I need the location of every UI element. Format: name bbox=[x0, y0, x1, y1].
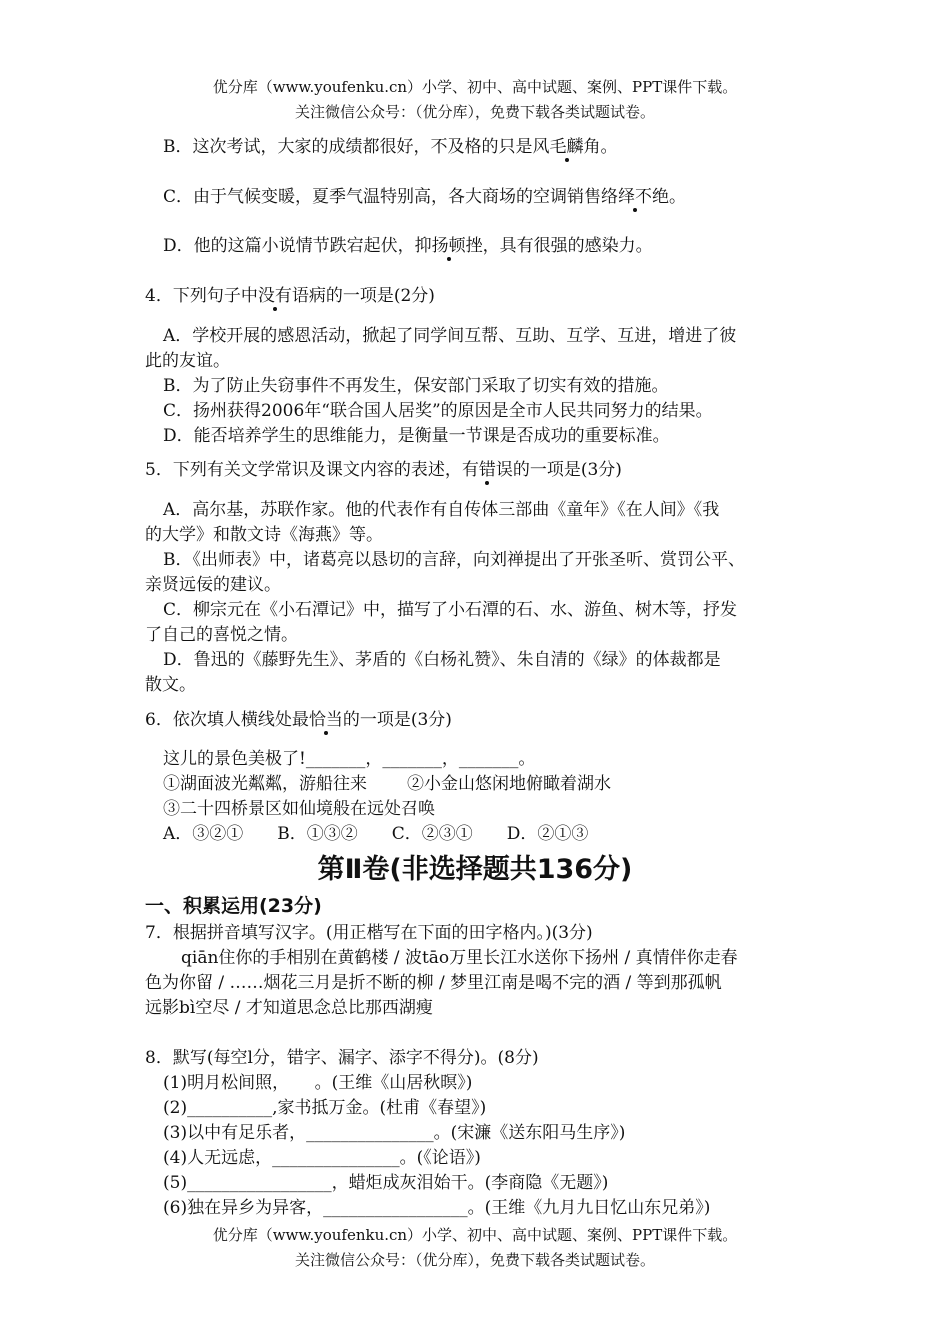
emphasis-text: 抑扬顿挫 bbox=[415, 231, 483, 256]
q3-option-d: D．他的这篇小说情节跌宕起伏，抑扬顿挫，具有很强的感染力。 bbox=[163, 231, 830, 256]
header-line-1: 优分库（www.youfenku.cn）小学、初中、高中试题、案例、PPT课件下载。 bbox=[212, 78, 738, 96]
q8-line-2: (2)__________,家书抵万金。(杜甫《春望》) bbox=[163, 1098, 487, 1118]
q5-stem: 5．下列有关文学常识及课文内容的表述，有错误的一项是(3分) bbox=[145, 455, 830, 480]
q6-items-row bbox=[163, 769, 830, 794]
q8-line-5: (5)_________________，蜡炬成灰泪始干。(李商隐《无题》) bbox=[163, 1173, 609, 1193]
section-1-heading: 一、积累运用(23分) bbox=[145, 895, 322, 917]
q6-sentence: 这儿的景色美极了!_______，_______，_______。 bbox=[163, 749, 536, 769]
footer-line-2: 关注微信公众号：（优分库），免费下载各类试题试卷。 bbox=[294, 1251, 655, 1269]
q4-option-a: A．学校开展的感恩活动，掀起了同学间互帮、互助、互学、互进，增进了彼 bbox=[163, 326, 737, 346]
q3-option-b: B．这次考试，大家的成绩都很好，不及格的只是风毛麟角。 bbox=[163, 132, 830, 157]
q6-option-a: A．③②① bbox=[163, 824, 244, 844]
emphasis-text: 有错误 bbox=[462, 455, 513, 480]
q6-stem: 6．依次填人横线处最恰当的一项是(3分) bbox=[145, 705, 830, 730]
q8-line-1: (1)明月松间照， 。(王维《山居秋暝》) bbox=[163, 1073, 473, 1093]
footer-line-1: 优分库（www.youfenku.cn）小学、初中、高中试题、案例、PPT课件下载。 bbox=[212, 1226, 738, 1244]
emphasis-text: 没有 bbox=[258, 281, 292, 306]
q8-stem: 8．默写(每空l分，错字、漏字、添字不得分)。(8分) bbox=[145, 1048, 539, 1068]
q6-option-d: D．②①③ bbox=[506, 824, 589, 844]
q4-option-a-cont: 此的友谊。 bbox=[145, 351, 230, 371]
q5-option-a: A．高尔基，苏联作家。他的代表作有自传体三部曲《童年》《在人间》《我 bbox=[163, 500, 720, 520]
q7-text-3: 远影bì空尽 / 才知道思念总比那西湖瘦 bbox=[145, 998, 433, 1018]
q6-item-3: ③二十四桥景区如仙境般在远处召唤 bbox=[163, 799, 435, 819]
q5-option-b-cont: 亲贤远佞的建议。 bbox=[145, 575, 281, 595]
q8-line-3: (3)以中有足乐者，_______________。(宋濂《送东阳马生序》) bbox=[163, 1123, 626, 1143]
q6-item-1: ①湖面波光粼粼，游船往来 bbox=[163, 774, 367, 794]
q6-item-2: ②小金山悠闲地俯瞰着湖水 bbox=[407, 774, 611, 794]
q5-option-d: D．鲁迅的《藤野先生》、茅盾的《白杨礼赞》、朱自清的《绿》的体裁都是 bbox=[163, 650, 721, 670]
q6-option-b: B．①③② bbox=[277, 824, 358, 844]
q8-line-6: (6)独在异乡为异客，_________________。(王维《九月九日忆山东兄弟》) bbox=[163, 1198, 711, 1218]
q5-option-b: B．《出师表》中，诸葛亮以恳切的言辞，向刘禅提出了开张圣听、赏罚公平、 bbox=[163, 550, 745, 570]
emphasis-text: 络绎不绝 bbox=[601, 182, 669, 207]
q5-option-c-cont: 了自己的喜悦之情。 bbox=[145, 625, 298, 645]
q5-option-c: C．柳宗元在《小石潭记》中，描写了小石潭的石、水、游鱼、树木等，抒发 bbox=[163, 600, 738, 620]
q4-option-b: B．为了防止失窃事件不再发生，保安部门采取了切实有效的措施。 bbox=[163, 376, 669, 396]
header-line-2: 关注微信公众号：（优分库），免费下载各类试题试卷。 bbox=[294, 103, 655, 121]
q4-option-d: D．能否培养学生的思维能力，是衡量一节课是否成功的重要标准。 bbox=[163, 426, 670, 446]
q5-option-a-cont: 的大学》和散文诗《海燕》等。 bbox=[145, 525, 383, 545]
q7-text-2: 色为你留 / ……烟花三月是折不断的柳 / 梦里江南是喝不完的酒 / 等到那孤帆 bbox=[145, 973, 722, 993]
q5-option-d-cont: 散文。 bbox=[145, 675, 196, 695]
part2-title: 第Ⅱ卷(非选择题共136分) bbox=[317, 854, 633, 885]
q8-line-4: (4)人无远虑，_______________。(《论语》) bbox=[163, 1148, 481, 1168]
q6-option-c: C．②③① bbox=[391, 824, 473, 844]
q6-options bbox=[163, 819, 830, 844]
q4-stem: 4．下列句子中没有语病的一项是(2分) bbox=[145, 281, 830, 306]
emphasis-text: 恰当 bbox=[309, 705, 343, 730]
q7-stem: 7．根据拼音填写汉字。(用正楷写在下面的田字格内。)(3分) bbox=[145, 923, 593, 943]
q4-option-c: C．扬州获得2006年“联合国人居奖”的原因是全市人民共同努力的结果。 bbox=[163, 401, 713, 421]
emphasis-text: 风毛麟角 bbox=[533, 132, 601, 157]
q7-text-1: qiān住你的手相别在黄鹤楼 / 波tāo万里长江水送你下扬州 / 真情伴你走春 bbox=[181, 948, 738, 968]
q3-option-c: C．由于气候变暖，夏季气温特别高，各大商场的空调销售络绎不绝。 bbox=[163, 182, 830, 207]
